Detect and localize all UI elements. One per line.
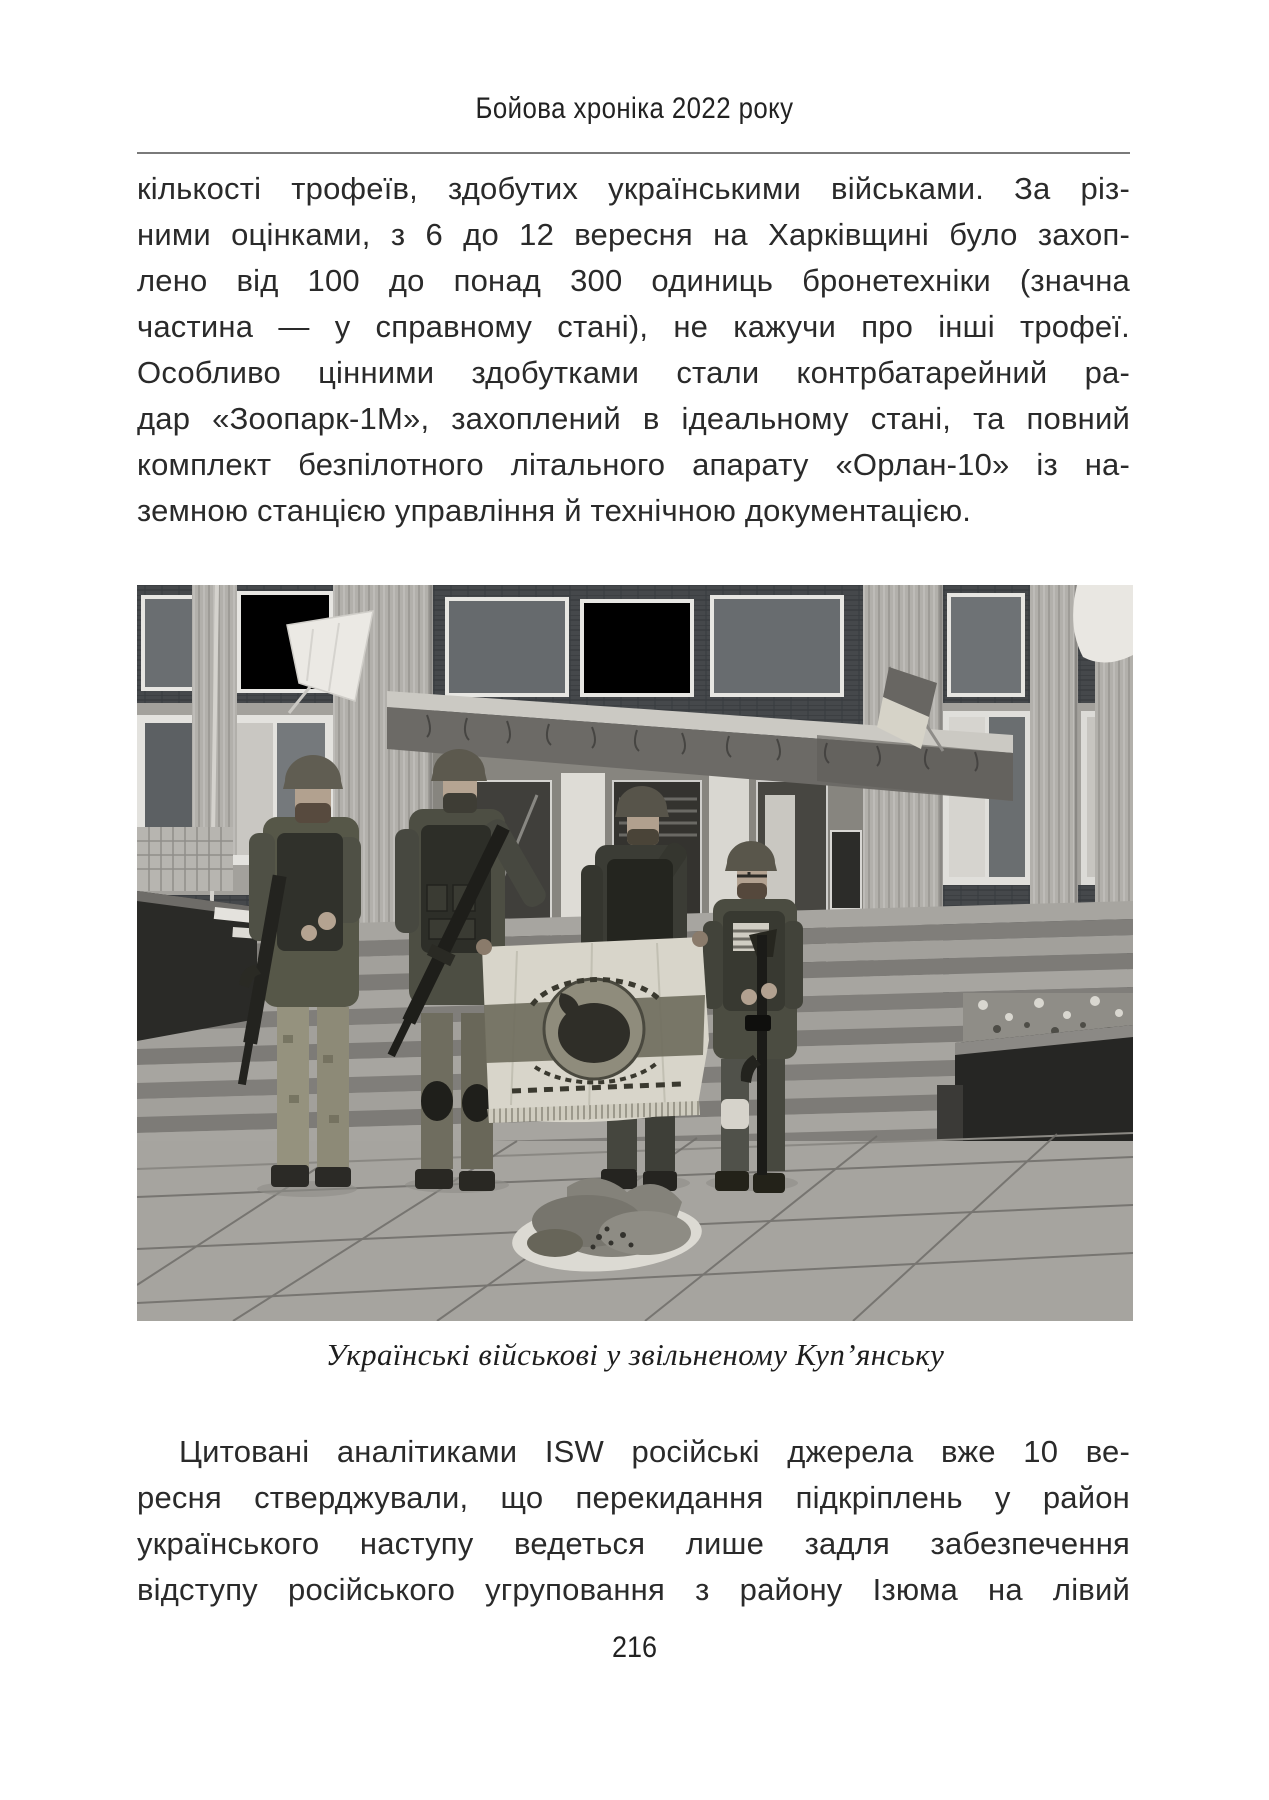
photo-caption: Українські військові у звільненому Куп’янську: [325, 1337, 945, 1372]
running-header: Бойова хроніка 2022 року: [475, 92, 794, 125]
text-line: комплект безпілотного літального апарату «Орлан-10» із на-: [137, 447, 1130, 482]
text-line: земною станцією управління й технічною документацією.: [137, 493, 972, 528]
page-number: 216: [611, 1631, 658, 1664]
header-rule: [137, 152, 1130, 154]
text-line: ними оцінками, з 6 до 12 вересня на Харківщині було захоп-: [137, 217, 1130, 252]
text-line: українського наступу ведеться лише задля забезпечення: [137, 1526, 1130, 1561]
wall-plaque: [831, 831, 861, 909]
text-line: частина — у справному стані), не кажучи про інші трофеї.: [137, 309, 1130, 344]
text-line: кількості трофеїв, здобутих українськими військами. За різ-: [137, 171, 1130, 206]
text-line: Цитовані аналітиками ISW російські джерела вже 10 ве-: [179, 1434, 1130, 1469]
text-line: дар «Зоопарк-1М», захоплений в ідеальному стані, та повний: [137, 401, 1130, 436]
text-line: Особливо цінними здобутками стали контрбатарейний ра-: [137, 355, 1130, 390]
paragraph-1: [137, 166, 1130, 534]
right-planter: [937, 993, 1133, 1147]
text-line: ресня стверджували, що перекидання підкріплень у район: [137, 1480, 1130, 1515]
white-cloth: [1073, 585, 1133, 663]
text-line: лено від 100 до понад 300 одиниць бронетехніки (значна: [137, 263, 1130, 298]
photo-figure: [137, 585, 1133, 1373]
text-line: відступу російського угруповання з району Ізюма на лівий: [137, 1572, 1130, 1607]
battalion-banner: [476, 931, 709, 1123]
photo-kupiansk: [137, 585, 1133, 1321]
paragraph-2: [137, 1429, 1130, 1613]
